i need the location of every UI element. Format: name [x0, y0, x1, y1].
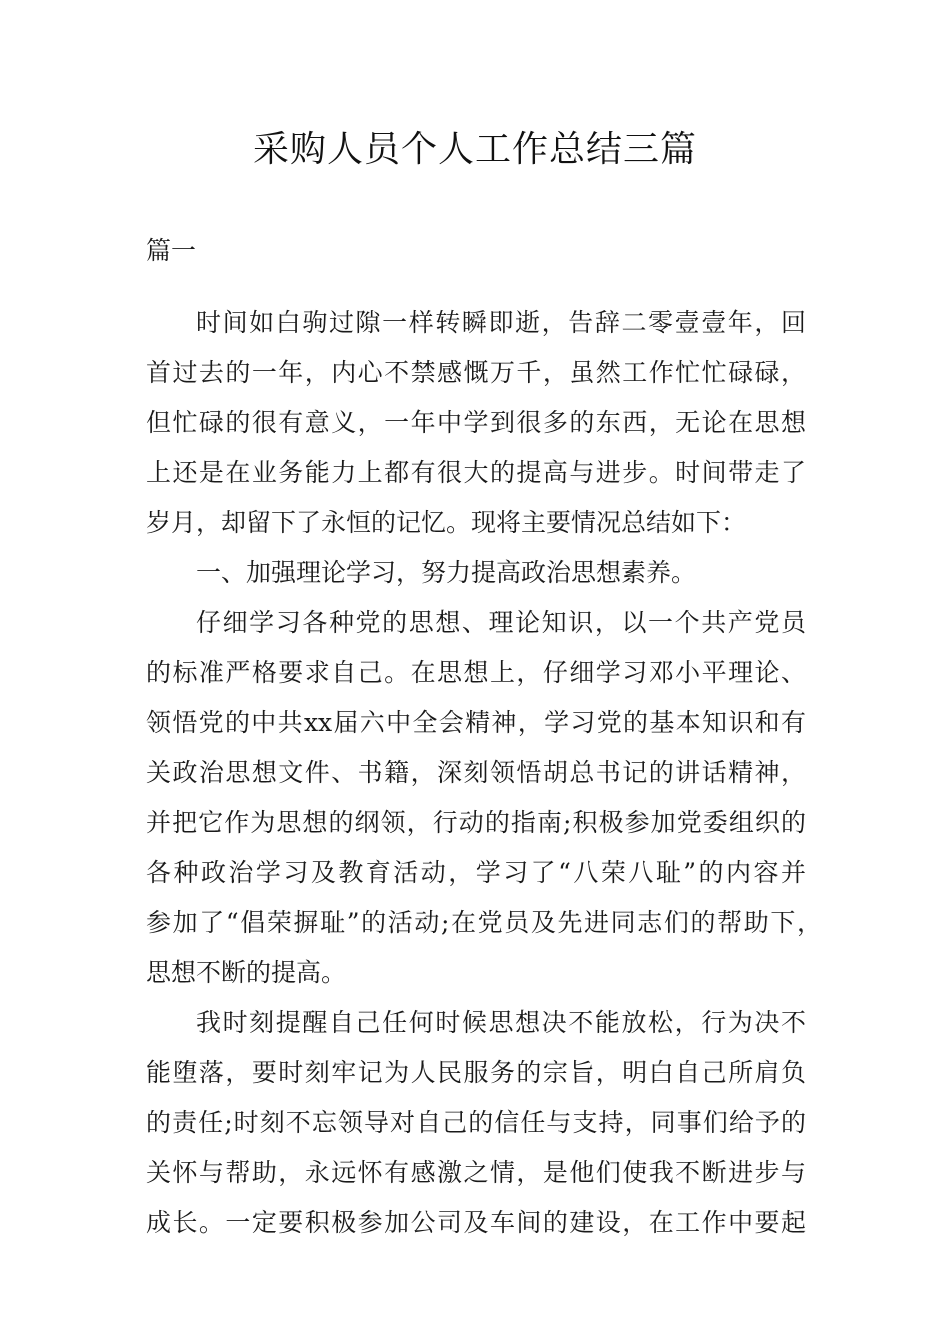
paragraph-3 [146, 598, 822, 998]
document-body [146, 226, 822, 1248]
document-title: 采购人员个人工作总结三篇 [252, 129, 697, 170]
text-line: 关怀与帮助，永远怀有感激之情，是他们使我不断进步与 [146, 1158, 806, 1187]
text-line: 领悟党的中共xx届六中全会精神，学习党的基本知识和有 [146, 708, 806, 737]
text-line: 参加了“倡荣摒耻”的活动;在党员及先进同志们的帮助下， [146, 908, 822, 937]
section-heading: 篇一 [146, 236, 197, 265]
text-line: 并把它作为思想的纲领，行动的指南;积极参加党委组织的 [146, 808, 806, 837]
text-line: 思想不断的提高。 [146, 958, 347, 987]
text-line: 首过去的一年，内心不禁感慨万千，虽然工作忙忙碌碌， [146, 358, 806, 387]
text-line: 的标准严格要求自己。在思想上，仔细学习邓小平理论、 [146, 658, 806, 687]
text-line: 能堕落，要时刻牢记为人民服务的宗旨，明白自己所肩负 [146, 1058, 806, 1087]
paragraph-2 [146, 548, 806, 598]
text-line: 但忙碌的很有意义，一年中学到很多的东西，无论在思想 [146, 408, 806, 437]
text-line: 时间如白驹过隙一样转瞬即逝，告辞二零壹壹年，回 [196, 308, 806, 337]
text-line: 的责任;时刻不忘领导对自己的信任与支持，同事们给予的 [146, 1108, 806, 1137]
text-line: 关政治思想文件、书籍，深刻领悟胡总书记的讲话精神， [146, 758, 806, 787]
text-line: 我时刻提醒自己任何时候思想决不能放松，行为决不 [196, 1008, 806, 1037]
paragraph-1 [146, 298, 806, 548]
paragraph-4 [146, 998, 806, 1248]
text-line: 岁月，却留下了永恒的记忆。现将主要情况总结如下： [146, 508, 747, 537]
text-line: 成长。一定要积极参加公司及车间的建设，在工作中要起 [146, 1208, 806, 1237]
text-line: 仔细学习各种党的思想、理论知识，以一个共产党员 [196, 608, 806, 637]
text-line: 上还是在业务能力上都有很大的提高与进步。时间带走了 [146, 458, 806, 487]
text-line: 各种政治学习及教育活动，学习了“八荣八耻”的内容并 [146, 858, 806, 887]
subheading-line: 一、加强理论学习，努力提高政治思想素养。 [196, 558, 697, 587]
